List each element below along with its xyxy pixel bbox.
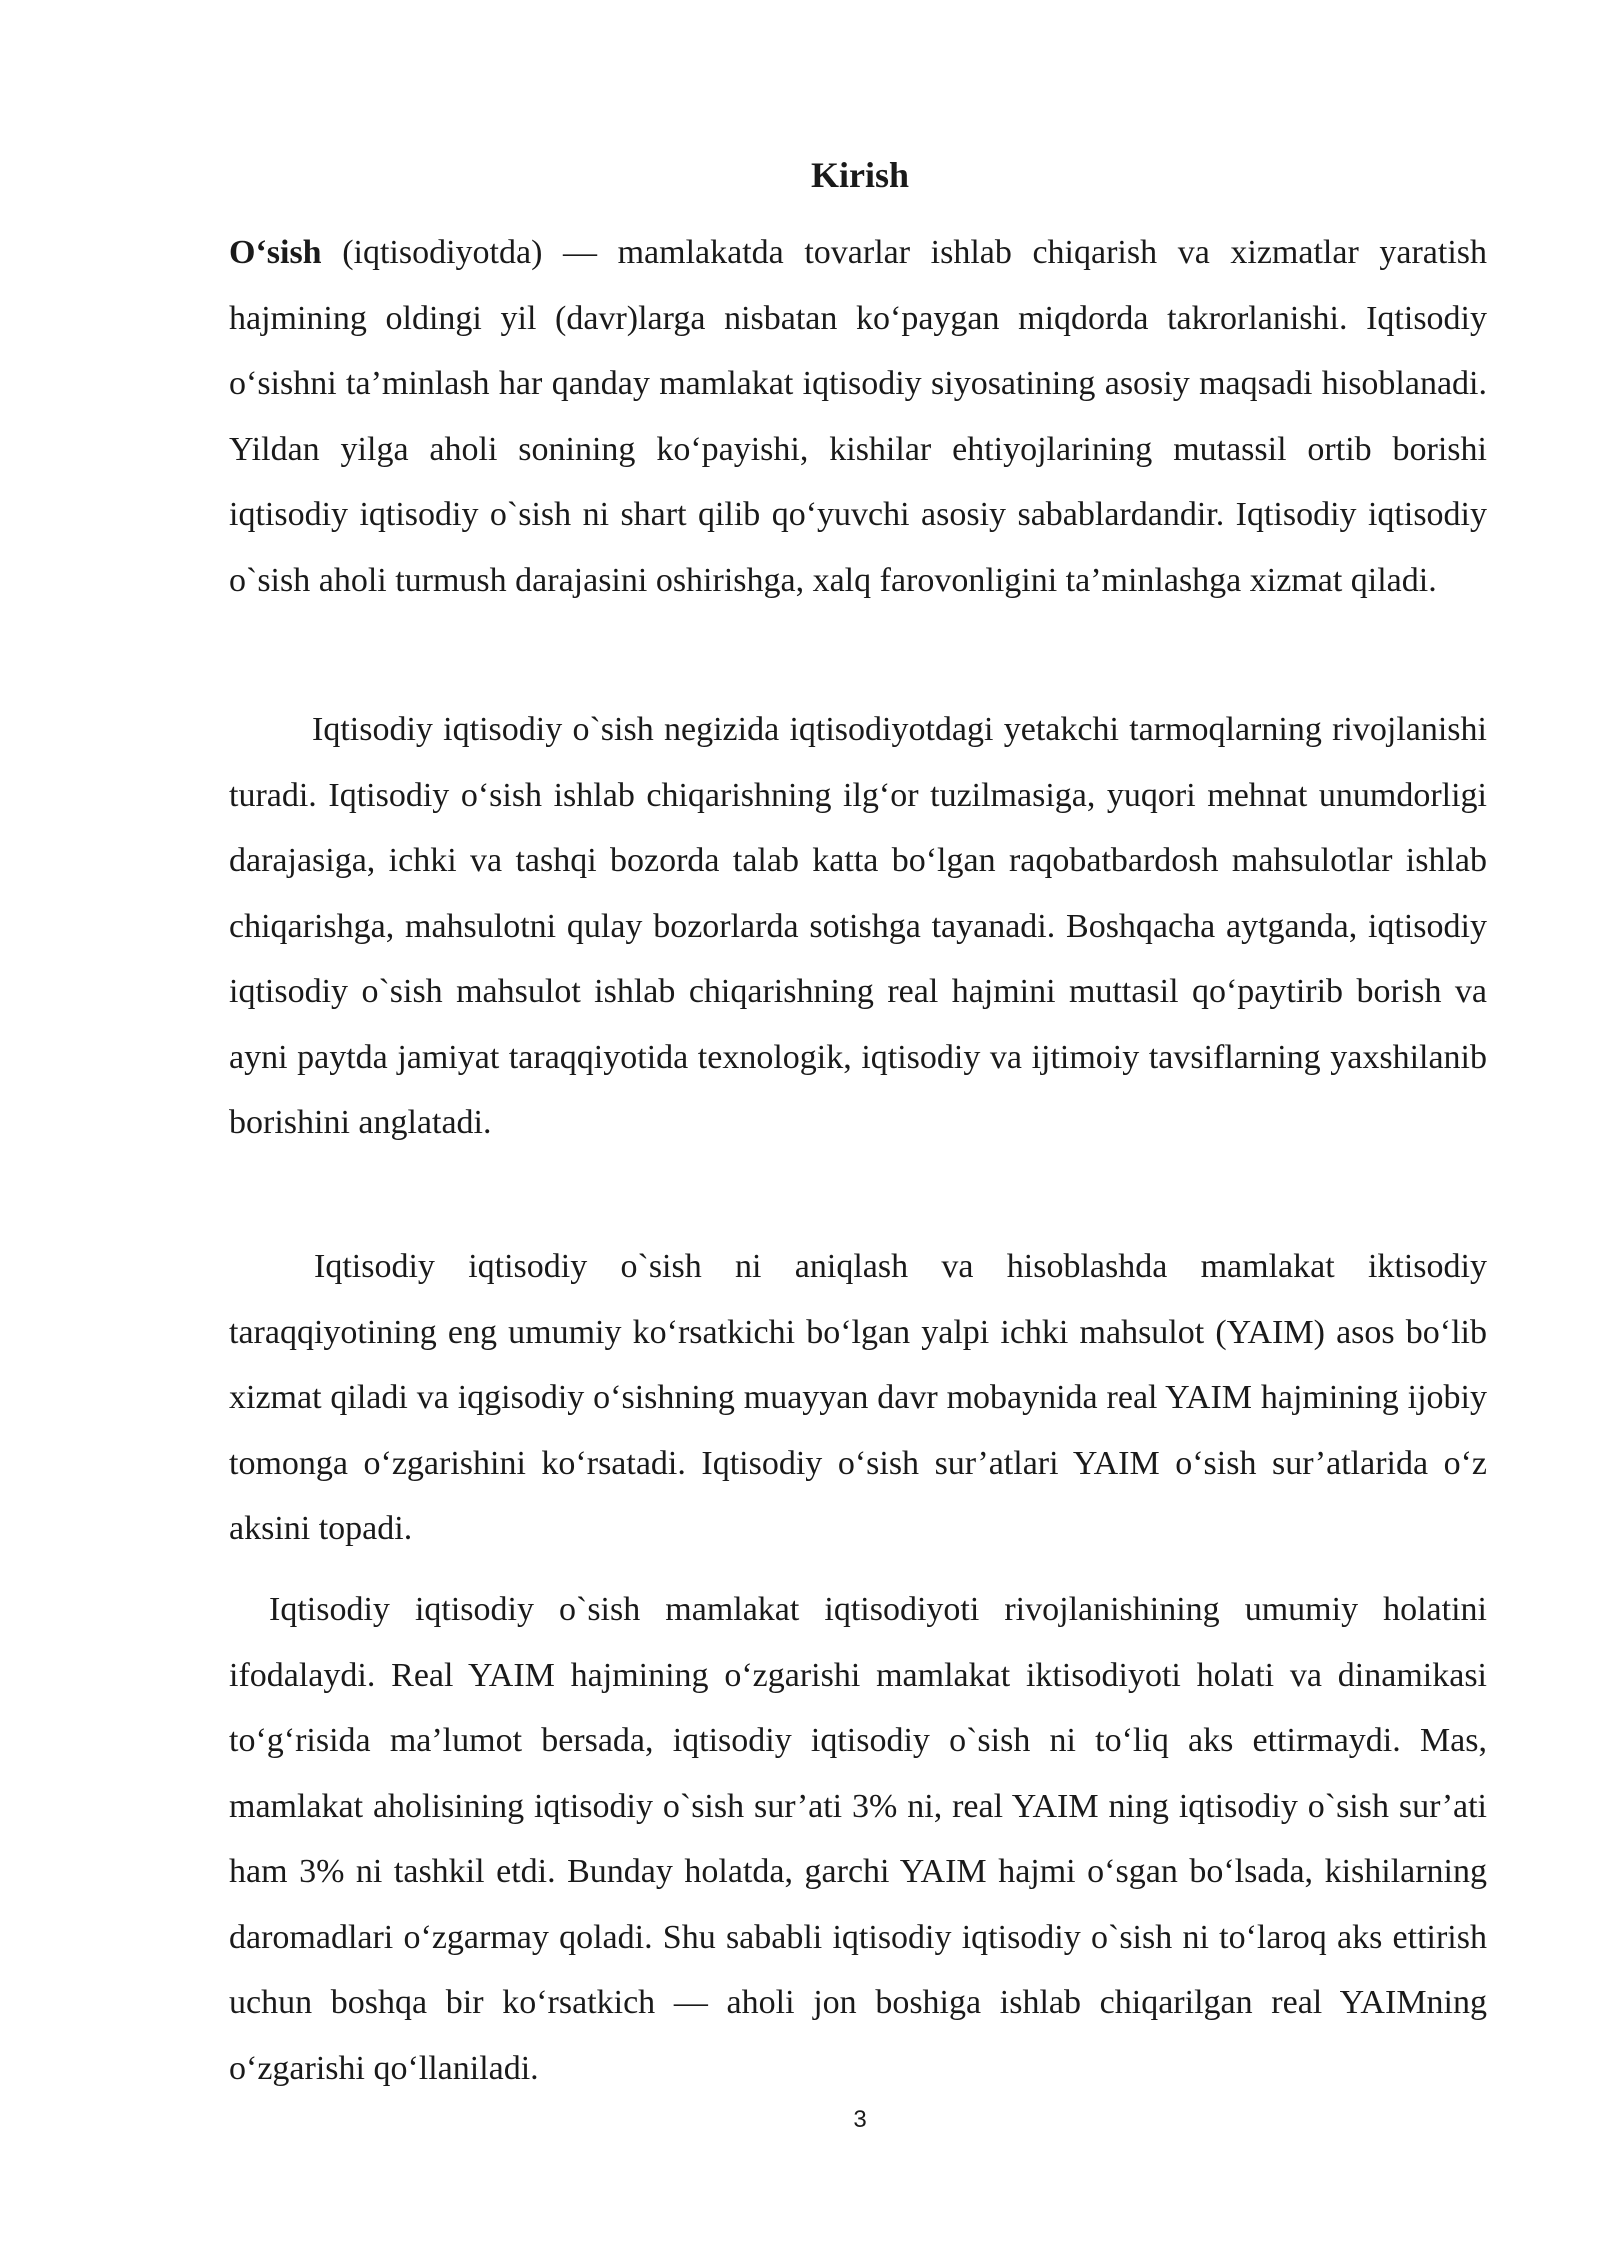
paragraph-4: Iqtisodiy iqtisodiy o`sish mamlakat iqtisodiyoti rivojlanishining umumiy holatini ifodalaydi. Real YAIM hajmining o‘zgarishi mamlakat iktisodiyoti holati va dinamikasi to‘g‘risida ma’lumot bersada, iqtisodiy iqtisodiy o`sish ni to‘liq aks ettirmaydi. Mas, mamlakat aholisining iqtisodiy o`sish sur’ati 3% ni, real YAIM ning iqtisodiy o`sish sur’ati ham 3% ni tashkil etdi. Bunday holatda, garchi YAIM hajmi o‘sgan bo‘lsada, kishilarning daromadlari o‘zgarmay qoladi. Shu sababli iqtisodiy iqtisodiy o`sish ni to‘laroq aks ettirish uchun boshqa bir ko‘rsatkich — aholi jon boshiga ishlab chiqarilgan real YAIMning o‘zgarishi qo‘llaniladi.: [229, 1591, 1487, 2087]
defined-term: O‘sish: [229, 234, 322, 271]
page-title: Kirish: [810, 155, 909, 195]
paragraph-2: Iqtisodiy iqtisodiy o`sish negizida iqtisodiyotdagi yetakchi tarmoqlarning rivojlanishi turadi. Iqtisodiy o‘sish ishlab chiqarishning ilg‘or tuzilmasiga, yuqori mehnat unumdorligi darajasiga, ichki va tashqi bozorda talab katta bo‘lgan raqobatbardosh mahsulotlar ishlab chiqarishga, mahsulotni qulay bozorlarda sotishga tayanadi. Boshqacha aytganda, iqtisodiy iqtisodiy o`sish mahsulot ishlab chiqarishning real hajmini muttasil qo‘paytirib borish va ayni paytda jamiyat taraqqiyotida texnologik, iqtisodiy va ijtimoiy tavsiflarning yaxshilanib borishini anglatadi.: [229, 711, 1487, 1141]
page-number: 3: [853, 2106, 867, 2133]
paragraph-3: Iqtisodiy iqtisodiy o`sish ni aniqlash va hisoblashda mamlakat iktisodiy taraqqiyotining eng umumiy ko‘rsatkichi bo‘lgan yalpi ichki mahsulot (YAIM) asos bo‘lib xizmat qiladi va iqgisodiy o‘sishning muayyan davr mobaynida real YAIM hajmining ijobiy tomonga o‘zgarishini ko‘rsatadi. Iqtisodiy o‘sish sur’atlari YAIM o‘sish sur’atlarida o‘z aksini topadi.: [229, 1248, 1487, 1547]
paragraph-1: [229, 220, 1487, 613]
paragraph-1-text: (iqtisodiyotda) — mamlakatda tovarlar ishlab chiqarish va xizmatlar yaratish hajmining oldingi yil (davr)larga nisbatan ko‘paygan miqdorda takrorlanishi. Iqtisodiy o‘sishni ta’minlash har qanday mamlakat iqtisodiy siyosatining asosiy maqsadi hisoblanadi. Yildan yilga aholi sonining ko‘payishi, kishilar ehtiyojlarining mutassil ortib borishi iqtisodiy iqtisodiy o`sish ni shart qilib qo‘yuvchi asosiy sabablardandir. Iqtisodiy iqtisodiy o`sish aholi turmush darajasini oshirishga, xalq farovonligini ta’minlashga xizmat qiladi.: [229, 234, 1487, 599]
